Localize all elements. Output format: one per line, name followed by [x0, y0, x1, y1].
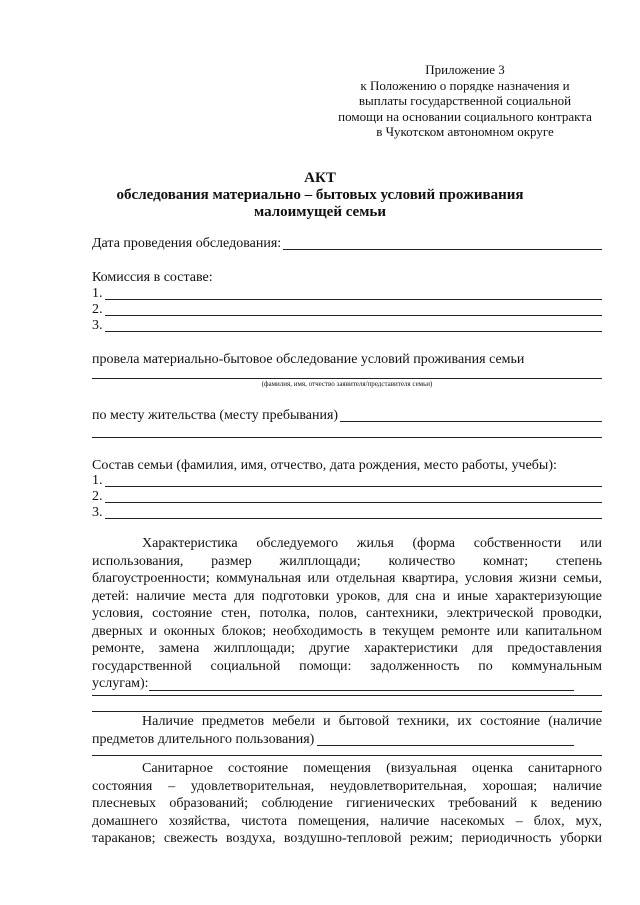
date-row [92, 235, 602, 252]
family-member-field[interactable] [105, 490, 603, 503]
date-field[interactable] [283, 237, 602, 250]
appendix-header [330, 62, 600, 140]
housing-field[interactable] [149, 678, 574, 691]
residence-field-continued[interactable] [92, 437, 602, 438]
family-item: 2. [92, 488, 602, 505]
commission-item: 2. [92, 301, 602, 318]
commission-label: Комиссия в составе: [92, 270, 213, 285]
family-member-field[interactable] [105, 506, 603, 519]
title-line-1: АКТ [304, 170, 336, 186]
furniture-last-line: предметов длительного пользования) [92, 731, 315, 747]
housing-field-continued[interactable] [92, 695, 602, 696]
family-name-field[interactable] [92, 378, 602, 379]
housing-paragraph: Характеристика обследуемого жилья (форма собственности или использования, размер жилплощади; количество комнат; степень благоустроенности; коммунальная или отдельная квартира, условия жизни семьи, детей: наличие места для подготовки уроков, для сна и иные характеризующие условия, состояние стен, потолка, полов, сантехники, электрической проводки, дверных и оконных блоков; необходимость в текущем ремонте или капитальном ремонте, замена жилплощади; другие характеристики для предоставления государственной социальной помощи: задолженность по коммунальным услугам): [92, 536, 602, 691]
title-line-2: обследования материально – бытовых условий проживания [116, 187, 524, 203]
appendix-line: в Чукотском автономном округе [376, 124, 554, 139]
residence-label: по месту жительства (месту пребывания) [92, 408, 339, 423]
commission-item: 1. [92, 285, 602, 302]
sanitary-paragraph: Санитарное состояние помещения (визуальная оценка санитарного состояния – удовлетворительная, неудовлетворительная, хорошая; наличие плесневых образований; соблюдение гигиенических требований к ведению домашнего хозяйства, чистота помещения, наличие насекомых – блох, мух, тараканов; свежесть воздуха, воздушно-тепловой режим; периодичность уборки [92, 761, 602, 846]
document-title [90, 170, 550, 221]
residence-row [92, 407, 602, 424]
date-label: Дата проведения обследования: [92, 236, 282, 251]
commission-item: 3. [92, 317, 602, 334]
residence-field[interactable] [340, 409, 602, 422]
appendix-line: Приложение 3 [425, 62, 505, 77]
family-label: Состав семьи (фамилия, имя, отчество, дата рождения, место работы, учебы): [92, 458, 557, 473]
commission-member-field[interactable] [105, 303, 603, 316]
furniture-field[interactable] [317, 733, 574, 746]
appendix-line: помощи на основании социального контракта [338, 108, 592, 124]
housing-last-line: услугам): [92, 676, 149, 691]
commission-member-field[interactable] [105, 287, 603, 300]
survey-text: провела материально-бытовое обследование условий проживания семьи [92, 352, 525, 367]
appendix-line: выплаты государственной социальной [358, 93, 572, 108]
family-item: 3. [92, 504, 602, 521]
furniture-paragraph: Наличие предметов мебели и бытовой техники, их состояние (наличие предметов длительного пользования) [92, 714, 602, 747]
housing-field-continued[interactable] [92, 711, 602, 712]
family-name-caption: (фамилия, имя, отчество заявителя/представителя семьи) [261, 380, 433, 388]
family-item: 1. [92, 472, 602, 489]
appendix-line: к Положению о порядке назначения и [360, 77, 570, 93]
commission-member-field[interactable] [105, 319, 603, 332]
title-line-3: малоимущей семьи [253, 204, 387, 220]
family-member-field[interactable] [105, 474, 603, 487]
furniture-field-continued[interactable] [92, 755, 602, 756]
